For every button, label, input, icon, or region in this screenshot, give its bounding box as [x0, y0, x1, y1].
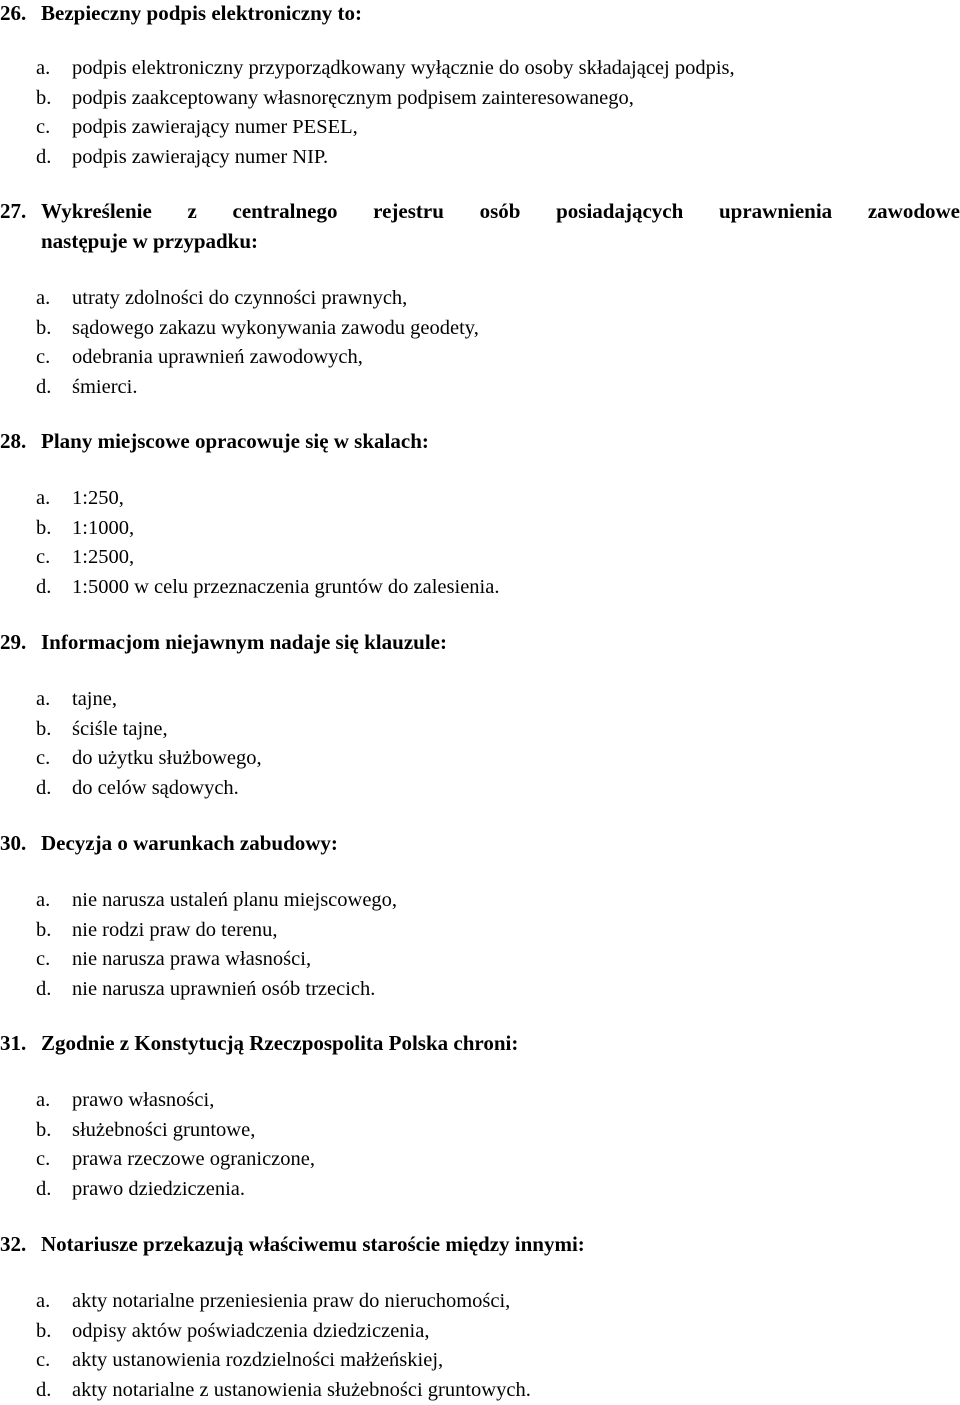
option-text: tajne,	[72, 688, 117, 710]
answer-option	[36, 975, 397, 1005]
answer-option	[36, 343, 479, 373]
option-text: akty notarialne przeniesienia praw do nieruchomości,	[72, 1290, 511, 1312]
option-text: 1:1000,	[72, 516, 135, 539]
answer-option	[36, 715, 262, 745]
question-29-heading	[0, 627, 960, 657]
option-text: śmierci.	[72, 375, 138, 398]
option-letter: a.	[36, 1290, 51, 1312]
question-27-options	[36, 284, 479, 402]
option-text: prawo własności,	[72, 1089, 215, 1111]
option-text: utraty zdolności do czynności prawnych,	[72, 287, 408, 309]
question-29-options	[36, 685, 262, 803]
option-text: akty ustanowienia rozdzielności małżeńskiej,	[72, 1349, 444, 1372]
option-letter: d.	[36, 776, 52, 799]
question-26-options	[36, 54, 735, 172]
option-letter: a.	[36, 889, 51, 911]
answer-option	[36, 685, 262, 715]
answer-option	[36, 84, 735, 114]
option-text: prawo dziedziczenia.	[72, 1177, 246, 1200]
option-text: prawa rzeczowe ograniczone,	[72, 1148, 315, 1171]
option-text: nie narusza uprawnień osób trzecich.	[72, 977, 376, 1000]
option-letter: b.	[36, 1319, 52, 1342]
option-letter: c.	[36, 948, 51, 971]
answer-option	[36, 1346, 531, 1376]
question-text: Plany miejscowe opracowuje się w skalach:	[41, 429, 429, 453]
question-text: Informacjom niejawnym nadaje się klauzule:	[41, 630, 447, 654]
answer-option	[36, 1116, 315, 1146]
answer-option	[36, 744, 262, 774]
question-number: 30.	[0, 831, 27, 855]
question-number: 32.	[0, 1232, 27, 1256]
option-letter: d.	[36, 977, 52, 1000]
option-letter: b.	[36, 86, 52, 109]
option-text: odebrania uprawnień zawodowych,	[72, 346, 363, 369]
option-letter: b.	[36, 717, 52, 740]
answer-option	[36, 543, 499, 573]
option-letter: d.	[36, 1378, 52, 1401]
option-letter: c.	[36, 747, 51, 770]
answer-option	[36, 1287, 531, 1317]
question-number: 31.	[0, 1031, 27, 1055]
answer-option	[36, 1145, 315, 1175]
question-28-options	[36, 484, 499, 602]
option-text: do celów sądowych.	[72, 776, 239, 799]
option-text: odpisy aktów poświadczenia dziedziczenia,	[72, 1319, 430, 1342]
answer-option	[36, 484, 499, 514]
option-text: służebności gruntowe,	[72, 1118, 256, 1141]
option-text: podpis zawierający numer PESEL,	[72, 116, 358, 139]
question-30-options	[36, 886, 397, 1004]
option-text: sądowego zakazu wykonywania zawodu geodety,	[72, 316, 479, 339]
option-text: nie rodzi praw do terenu,	[72, 918, 278, 941]
option-letter: b.	[36, 1118, 52, 1141]
answer-option	[36, 314, 479, 344]
answer-option	[36, 143, 735, 173]
answer-option	[36, 573, 499, 603]
answer-option	[36, 1317, 531, 1347]
option-text: nie narusza ustaleń planu miejscowego,	[72, 889, 398, 911]
option-text: do użytku służbowego,	[72, 747, 262, 770]
question-28-heading	[0, 426, 960, 456]
answer-option	[36, 886, 397, 916]
option-text: 1:250,	[72, 487, 124, 509]
question-number: 28.	[0, 429, 27, 453]
option-text: akty notarialne z ustanowienia służebności gruntowych.	[72, 1378, 531, 1401]
question-number: 27.	[0, 199, 27, 223]
answer-option	[36, 1175, 315, 1205]
option-letter: b.	[36, 918, 52, 941]
option-letter: a.	[36, 487, 51, 509]
option-letter: a.	[36, 57, 51, 79]
question-text: Bezpieczny podpis elektroniczny to:	[41, 1, 363, 25]
option-letter: d.	[36, 375, 52, 398]
answer-option	[36, 1086, 315, 1116]
option-text: podpis elektroniczny przyporządkowany wyłącznie do osoby składającej podpis,	[72, 57, 735, 79]
option-letter: b.	[36, 516, 52, 539]
answer-option	[36, 113, 735, 143]
option-letter: d.	[36, 1177, 52, 1200]
question-27-heading	[0, 196, 960, 256]
answer-option	[36, 373, 479, 403]
question-text: Decyzja o warunkach zabudowy:	[41, 831, 338, 855]
answer-option	[36, 774, 262, 804]
option-letter: b.	[36, 316, 52, 339]
question-text-line-2: następuje w przypadku:	[41, 229, 259, 253]
option-letter: c.	[36, 346, 51, 369]
answer-option	[36, 284, 479, 314]
answer-option	[36, 54, 735, 84]
option-text: 1:2500,	[72, 546, 135, 569]
question-text-line-1: Wykreślenie z centralnego rejestru osób posiadających uprawnienia zawodowe	[41, 199, 960, 223]
question-number: 26.	[0, 1, 27, 25]
question-text	[41, 196, 960, 256]
answer-option	[36, 514, 499, 544]
option-letter: d.	[36, 575, 52, 598]
answer-option	[36, 945, 397, 975]
question-26-heading	[0, 0, 960, 28]
question-31-options	[36, 1086, 315, 1204]
question-number: 29.	[0, 630, 27, 654]
option-text: nie narusza prawa własności,	[72, 948, 312, 971]
option-letter: c.	[36, 546, 51, 569]
option-letter: a.	[36, 1089, 51, 1111]
question-32-heading	[0, 1229, 960, 1259]
option-text: podpis zaakceptowany własnoręcznym podpisem zainteresowanego,	[72, 86, 634, 109]
question-32-options	[36, 1287, 531, 1405]
answer-option	[36, 916, 397, 946]
option-letter: c.	[36, 1349, 51, 1372]
option-letter: a.	[36, 287, 51, 309]
question-31-heading	[0, 1028, 960, 1058]
question-30-heading	[0, 828, 960, 858]
option-text: ściśle tajne,	[72, 717, 168, 740]
answer-option	[36, 1376, 531, 1405]
question-text: Zgodnie z Konstytucją Rzeczpospolita Polska chroni:	[41, 1031, 519, 1055]
option-text: 1:5000 w celu przeznaczenia gruntów do zalesienia.	[72, 575, 500, 598]
option-letter: a.	[36, 688, 51, 710]
question-text: Notariusze przekazują właściwemu staroście między innymi:	[41, 1232, 585, 1256]
option-text: podpis zawierający numer NIP.	[72, 145, 329, 168]
option-letter: d.	[36, 145, 52, 168]
option-letter: c.	[36, 116, 51, 139]
option-letter: c.	[36, 1148, 51, 1171]
